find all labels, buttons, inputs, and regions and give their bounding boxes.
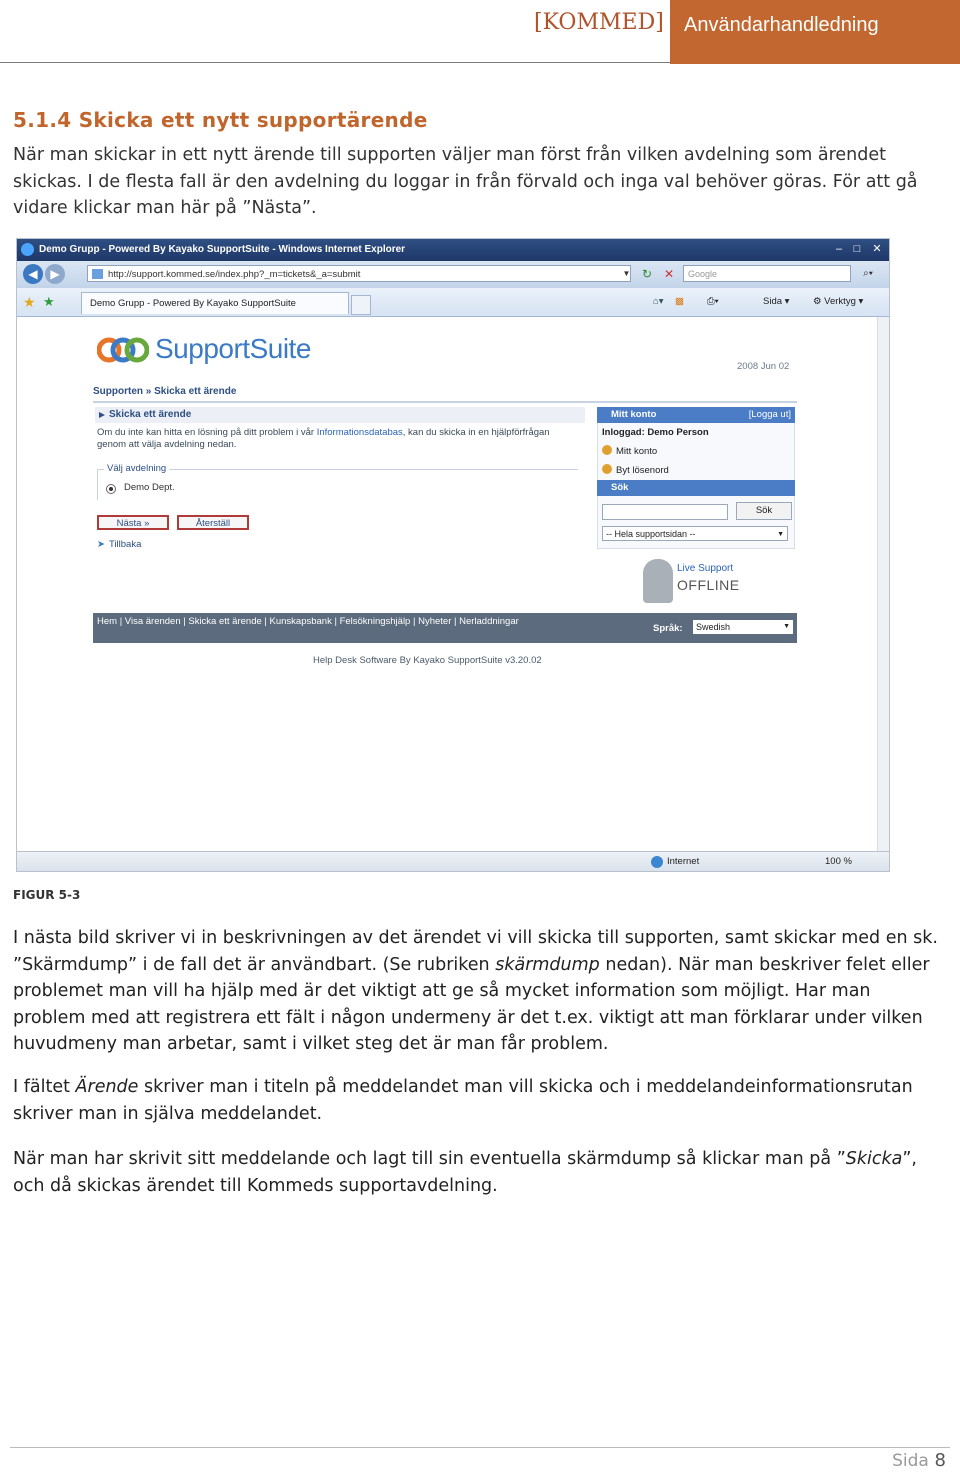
maximize-icon[interactable]: □ — [853, 243, 861, 255]
refresh-icon[interactable]: ↻ — [641, 267, 653, 281]
ie-tab-bar — [17, 288, 889, 317]
new-tab-button[interactable] — [351, 295, 371, 315]
my-account-label: Mitt konto — [616, 446, 658, 457]
tools-menu[interactable]: ⚙ Verktyg ▾ — [813, 296, 864, 307]
p4-italic: Skicka — [845, 1149, 903, 1169]
ie-title-bar — [17, 239, 889, 261]
p3-text-a: I fältet — [13, 1077, 76, 1097]
date-label: 2008 Jun 02 — [737, 361, 790, 372]
submit-ticket-heading: Skicka ett ärende — [95, 407, 585, 423]
body-paragraph-4 — [13, 1146, 948, 1199]
body-paragraph-3 — [13, 1074, 948, 1127]
live-support-label: Live Support — [677, 563, 734, 574]
print-icon[interactable]: ⎙▾ — [707, 296, 719, 307]
back-link[interactable] — [97, 539, 141, 550]
search-input[interactable]: Google — [683, 265, 851, 282]
p2-text: I nästa bild skriver vi in beskrivningen av det ärendet vi vill skicka till supporten, samt skickar med en sk. ”Skärmdump” i de fall det är användbart. (Se rubriken — [13, 928, 938, 975]
language-label: Språk: — [653, 623, 683, 634]
supportsuite-logo-icon — [97, 335, 149, 365]
favorites-star-icon[interactable]: ★ — [23, 294, 36, 310]
browser-screenshot — [16, 238, 890, 872]
ie-nav-bar — [17, 261, 889, 288]
reset-button[interactable]: Återställ — [177, 515, 249, 530]
breadcrumb[interactable]: Supporten » Skicka ett ärende — [93, 383, 797, 403]
logout-link[interactable]: [Logga ut] — [748, 409, 791, 420]
forward-arrow-icon[interactable]: ▶ — [45, 264, 65, 284]
language-value: Swedish — [696, 622, 731, 632]
home-icon[interactable]: ⌂▾ — [653, 296, 664, 307]
account-heading — [597, 407, 795, 423]
department-fieldset — [97, 463, 578, 500]
page-menu-label: Sida — [763, 296, 783, 307]
description-part-a: Om du inte kan hitta en lösning på ditt problem i vår — [97, 427, 317, 438]
kb-search-input[interactable] — [602, 504, 728, 520]
doc-title: Användarhandledning — [684, 14, 879, 36]
user-icon — [602, 445, 612, 455]
vertical-scrollbar[interactable] — [877, 317, 890, 851]
close-icon[interactable]: ✕ — [872, 243, 882, 255]
zoom-level[interactable]: 100 % — [825, 856, 852, 867]
gear-icon: ⚙ — [813, 296, 822, 307]
p3-text-b: skriver man i titeln på meddelandet man vill skicka och i meddelandeinformationsrutan skriver man in själva meddelandet. — [13, 1077, 913, 1124]
page-number-value: 8 — [934, 1450, 946, 1471]
search-button[interactable]: Sök — [736, 502, 792, 520]
p2-italic: skärmdump — [495, 954, 600, 975]
brand-name: [KOMMED] — [534, 10, 664, 35]
window-title: Demo Grupp - Powered By Kayako SupportSuite - Windows Internet Explorer — [39, 244, 406, 255]
ie-logo-icon — [21, 243, 34, 256]
next-button[interactable]: Nästa » — [97, 515, 169, 530]
credit-text: Help Desk Software By Kayako SupportSuite v3.20.02 — [313, 655, 542, 666]
footer-nav — [93, 613, 797, 643]
body-paragraph-2 — [13, 925, 948, 1058]
search-icon[interactable]: ⌕▾ — [863, 268, 873, 279]
chevron-down-icon: ▼ — [783, 623, 790, 630]
page-label: Sida — [892, 1451, 929, 1471]
account-heading-label: Mitt konto — [611, 409, 657, 420]
footer-rule — [10, 1447, 950, 1448]
account-sidebar — [597, 407, 795, 549]
language-select[interactable] — [693, 620, 793, 634]
footer-links[interactable]: Hem | Visa ärenden | Skicka ett ärende | Kunskapsbank | Felsökningshjälp | Nyheter | Nerladdningar — [97, 616, 519, 627]
page-header — [0, 0, 960, 64]
search-scope-value: -- Hela supportsidan -- — [606, 529, 696, 539]
figure-caption: FIGUR 5-3 — [13, 888, 81, 902]
p4-text-b: ”, och då skickas ärendet till Kommeds supportavdelning. — [13, 1149, 917, 1196]
address-bar[interactable] — [87, 265, 631, 282]
key-icon — [602, 464, 612, 474]
my-account-link[interactable] — [597, 442, 795, 461]
section-heading: 5.1.4 Skicka ett nytt supportärende — [13, 108, 428, 132]
chevron-down-icon: ▼ — [777, 531, 784, 538]
logged-in-label: Inloggad: Demo Person — [597, 423, 795, 442]
add-favorite-icon[interactable]: ★ — [43, 294, 55, 309]
submit-ticket-description — [97, 427, 567, 450]
change-password-label: Byt lösenord — [616, 465, 669, 476]
department-option-label[interactable]: Demo Dept. — [124, 482, 175, 493]
page-menu[interactable]: Sida ▾ — [763, 296, 790, 307]
address-dropdown-icon[interactable]: ▼ — [622, 269, 631, 278]
p3-italic: Ärende — [75, 1077, 139, 1097]
header-rule — [0, 62, 670, 63]
ie-status-bar — [17, 851, 889, 872]
back-link-label: Tillbaka — [108, 539, 142, 550]
description-part-b: , kan du skicka in en hjälpförfrågan genom att välja avdelning nedan. — [97, 427, 550, 450]
knowledgebase-link[interactable]: Informationsdatabas — [316, 427, 403, 438]
back-arrow-icon: ➤ — [97, 539, 105, 550]
live-support-badge[interactable] — [643, 559, 747, 603]
globe-icon — [651, 856, 663, 868]
browser-tab[interactable]: Demo Grupp - Powered By Kayako SupportSuite — [81, 292, 349, 314]
support-person-icon — [643, 559, 673, 603]
change-password-link[interactable] — [597, 461, 795, 480]
back-arrow-icon[interactable]: ◀ — [23, 264, 43, 284]
search-scope-select[interactable] — [602, 526, 788, 541]
logo-text: SupportSuite — [155, 333, 311, 364]
minimize-icon[interactable]: – — [835, 243, 843, 255]
stop-icon[interactable]: ✕ — [663, 267, 675, 281]
zone-label: Internet — [667, 856, 700, 867]
page-number — [892, 1450, 946, 1471]
department-legend: Välj avdelning — [104, 463, 169, 474]
p4-text-a: När man har skrivit sitt meddelande och lagt till sin eventuella skärmdump så klickar man på ” — [13, 1149, 846, 1169]
search-heading: Sök — [597, 480, 795, 496]
live-status-label: OFFLINE — [677, 577, 740, 593]
p2-end: nedan). När man beskriver felet eller problemet man vill ha hjälp med är det viktigt att ge så mycket information som möjligt. Har man problem med att registrera ett fält i någon undermeny är det t.ex. viktigt att man förklarar under vilken huvudmeny man arbetar, samt i vilket steg det är man får problem. — [13, 954, 930, 1054]
department-radio[interactable] — [106, 484, 116, 494]
page-icon — [92, 269, 103, 279]
search-panel — [597, 496, 795, 549]
feed-icon[interactable]: ▩ — [675, 296, 684, 307]
address-text: http://support.kommed.se/index.php?_m=tickets&_a=submit — [108, 269, 361, 280]
page-content — [17, 317, 877, 851]
tools-menu-label: Verktyg — [824, 296, 856, 307]
doc-title-box — [670, 0, 960, 64]
intro-paragraph: När man skickar in ett nytt ärende till supporten väljer man först från vilken avdelning som ärendet skickas. I de flesta fall är den avdelning du loggar in från förvald och inga val behöver göras. För att gå vidare klickar man här på ”Nästa”. — [13, 145, 918, 218]
